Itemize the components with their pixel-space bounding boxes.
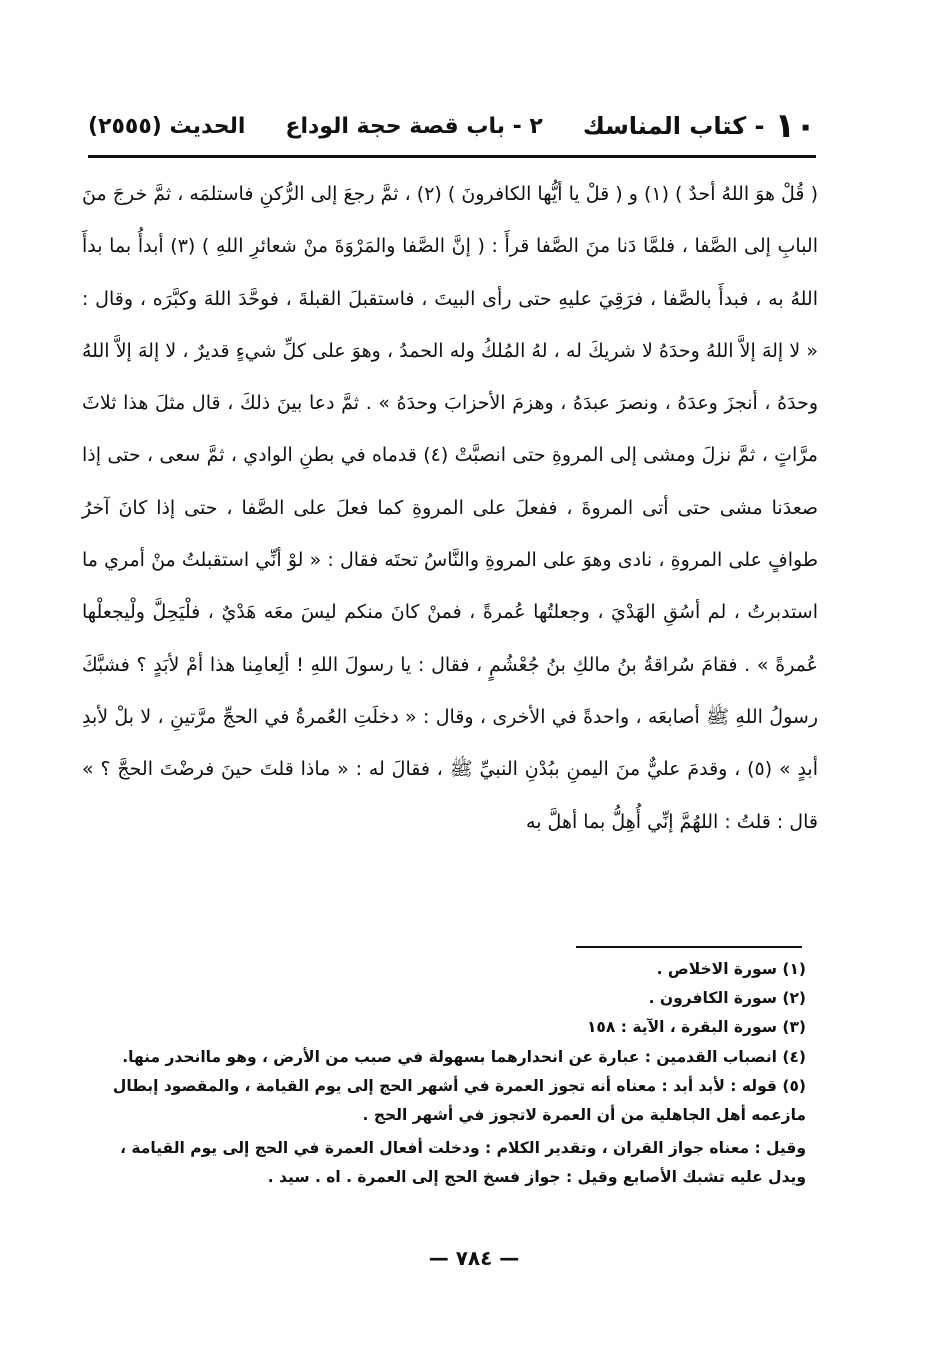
- header-rule: [88, 155, 816, 158]
- main-text: [82, 168, 818, 848]
- footnote-extra: وقيل : معناه جواز القران ، وتقدير الكلام : ودخلت أفعال العمرة في الحج إلى يوم القيامة ، ويدل عليه تشبك الأصابع وقيل : جواز فسخ الحج إلى العمرة . اه . سيد .: [120, 1139, 806, 1187]
- footnotes: [86, 955, 806, 1193]
- footnote-2: (٢) سورة الكافرون .: [648, 989, 806, 1008]
- footnote-3: (٣) سورة البقرة ، الآية : ١٥٨: [586, 1018, 806, 1037]
- footnote-rule: [576, 946, 802, 948]
- book-number: ١٠: [774, 106, 816, 146]
- hadith-number: الحديث (٢٥٥٥): [88, 113, 246, 139]
- footnote-5: (٥) قوله : لأبد أبد : معناه أنه تجوز العمرة في أشهر الحج إلى يوم القيامة ، والمقصود إبطال مازعمه أهل الجاهلية من أن العمرة لاتجوز في أشهر الحج .: [112, 1076, 806, 1125]
- book-title: - كتاب المناسك: [582, 112, 765, 140]
- footnote-1: (١) سورة الاخلاص .: [656, 960, 806, 978]
- footnote-4: (٤) انصباب القدمين : عبارة عن انحدارهما بسهولة في صبب من الأرض ، وهو ماانحدر منها.: [122, 1047, 806, 1066]
- header-book: [583, 106, 816, 146]
- chapter-title: ٢ - باب قصة حجة الوداع: [285, 113, 543, 139]
- main-paragraph: ( قُلْ هوَ اللهُ أحدٌ ) (١) و ( قلْ يا أيُّها الكافرونَ ) (٢) ، ثمَّ رجعَ إلى الرُّكنِ فاستلمَه ، ثمَّ خرجَ منَ البابِ إلى الصَّفا ، فلمَّا دَنا منَ الصَّفا قرأَ : ( إنَّ الصَّفا والمَرْوَةَ منْ شعائرِ اللهِ ) (٣) أبدأُ بما بدأَ اللهُ به ، فبدأَ بالصَّفا ، فرَقِيَ عليهِ حتى رأى البيتَ ، فاستقبلَ القبلةَ ، فوحَّدَ اللهَ وكبَّرَه ، وقال : « لا إلهَ إلاَّ اللهُ وحدَهُ لا شريكَ له ، لهُ المُلكُ وله الحمدُ ، وهوَ على كلِّ شيءٍ قديرٌ ، لا إلهَ إلاَّ اللهُ وحدَهُ ، أنجزَ وعدَهُ ، ونصرَ عبدَهُ ، وهزمَ الأحزابَ وحدَهُ » . ثمَّ دعا بينَ ذلكَ ، قال مثلَ هذا ثلاثَ مرَّاتٍ ، ثمَّ نزلَ ومشى إلى المروةِ حتى انصبَّتْ (٤) قدماه في بطنِ الوادي ، ثمَّ سعى ، حتى إذا صعدَنا مشى حتى أتى المروةَ ، ففعلَ على المروةِ كما فعلَ على الصَّفا ، حتى إذا كانَ آخرُ طوافٍ على المروةِ ، نادى وهوَ على المروةِ والنَّاسُ تحتَه فقال : « لوْ أنِّي استقبلتُ منْ أمري ما استدبرتُ ، لم أسُقِ الهَدْيَ ، وجعلتُها عُمرةً ، فمنْ كانَ منكم ليسَ معَه هَدْيٌ ، فلْيَحِلَّ ولْيجعلْها عُمرةً » . فقامَ سُراقةُ بنُ مالكِ بنُ جُعْشُمٍ ، فقال : يا رسولَ اللهِ ! ألِعامِنا هذا أمْ لأبَدٍ ؟ فشبَّكَ رسولُ اللهِ ﷺ أصابعَه ، واحدةً في الأخرى ، وقال : « دخلَتِ العُمرةُ في الحجِّ مرَّتينِ ، لا بلْ لأبدِ أبدٍ » (٥) ، وقدمَ عليٌّ منَ اليمنِ ببُدْنِ النبيِّ ﷺ ، فقالَ له : « ماذا قلتَ حينَ فرضْتَ الحجَّ ؟ » قال : قلتُ : اللهُمَّ إنِّي أُهِلُّ بما أهلَّ به: [82, 183, 819, 833]
- running-header: [88, 104, 816, 148]
- page-number: — ٧٨٤ —: [428, 1246, 520, 1270]
